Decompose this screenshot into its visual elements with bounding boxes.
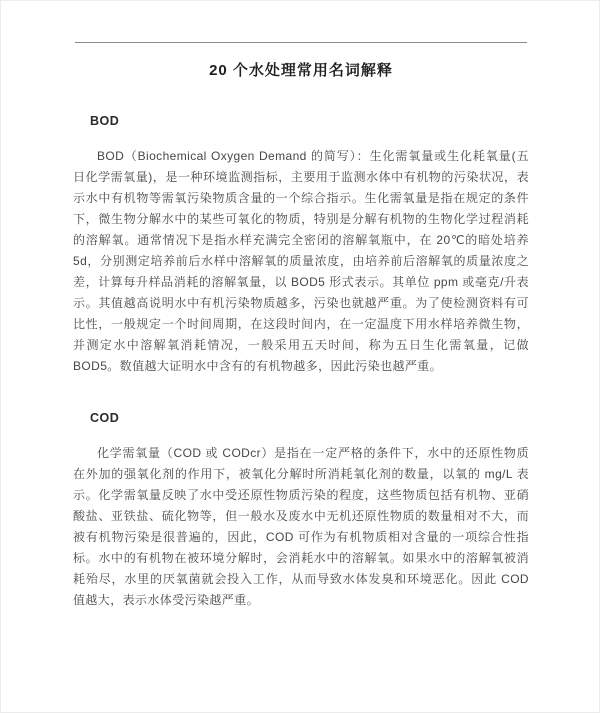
section-body-cod: 化学需氧量（COD 或 CODcr）是指在一定严格的条件下，水中的还原性物质在外加的强氧化剂的作用下，被氧化分解时所消耗氧化剂的数量，以氧的 mg/L 表示。化学需氧量反映了水中受还原性物质污染的程度，这些物质包括有机物、亚硝酸盐、亚铁盐、硫化物等，但一般水及废水中无机还原性物质的数量相对不大，而被有机物污染是很普遍的，因此，COD 可作为有机物质相对含量的一项综合性指标。水中的有机物在被环境分解时，会消耗水中的溶解氧。如果水中的溶解氧被消耗殆尽，水里的厌氧菌就会投入工作，从而导致水体发臭和环境恶化。因此 COD 值越大，表示水体受污染越严重。: [73, 446, 529, 607]
header-divider: [75, 42, 527, 43]
section-bod: [73, 114, 529, 377]
section-heading-cod: COD: [90, 411, 120, 425]
section-heading-bod: BOD: [90, 114, 120, 128]
section-cod: [73, 411, 529, 611]
document-title: 20 个水处理常用名词解释: [209, 62, 393, 79]
section-body-bod: BOD（Biochemical Oxygen Demand 的简写）：生化需氧量或生化耗氧量(五日化学需氧量)，是一种环境监测指标，主要用于监测水体中有机物的污染状况，表示水中有机物等需氧污染物质含量的一个综合指示。生化需氧量是指在规定的条件下，微生物分解水中的某些可氧化的物质，特别是分解有机物的生物化学过程消耗的溶解氧。通常情况下是指水样充满完全密闭的溶解氧瓶中，在 20℃的暗处培养 5d，分别测定培养前后水样中溶解氧的质量浓度，由培养前后溶解氧的质量浓度之差，计算每升样品消耗的溶解氧量，以 BOD5 形式表示。其单位 ppm 或毫克/升表示。其值越高说明水中有机污染物质越多，污染也就越严重。为了使检测资料有可比性，一般规定一个时间周期，在这段时间内，在一定温度下用水样培养微生物，并测定水中溶解氧消耗情况，一般采用五天时间，称为五日生化需氧量，记做 BOD5。数值越大证明水中含有的有机物越多，因此污染也越严重。: [73, 149, 529, 373]
